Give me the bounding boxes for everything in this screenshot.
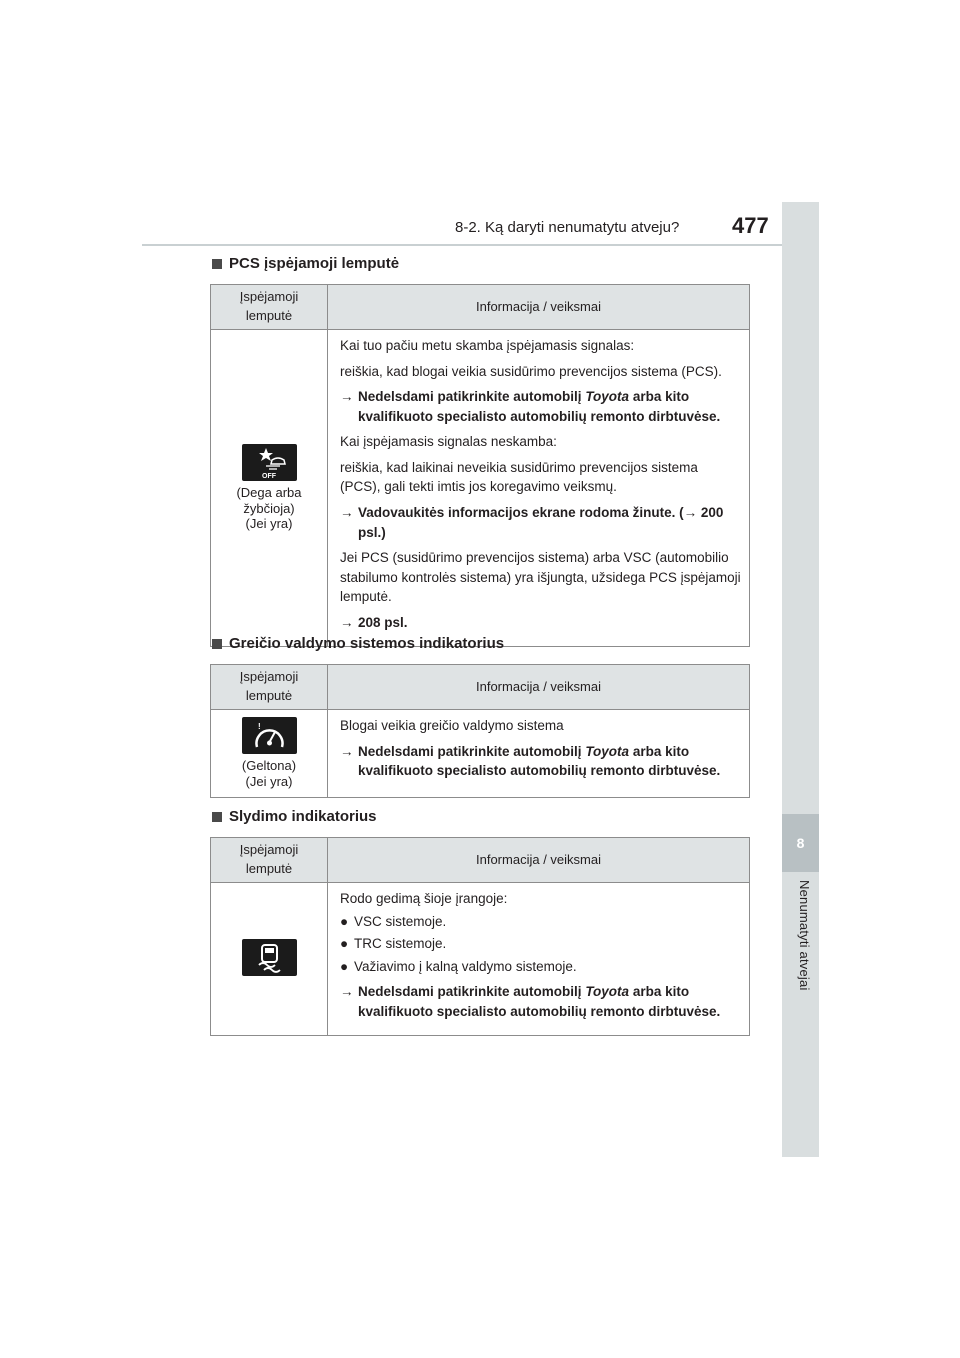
info-text: Jei PCS (susidūrimo prevencijos sistema) arba VSC (automobilio stabilumo kontrolės sistema) yra išjungta, užsidega PCS įspėjamoji lemputė. (340, 550, 741, 605)
lamp-column-header (211, 285, 328, 330)
info-text: Rodo gedimą šioje įrangoje: (340, 891, 508, 906)
lamp-caption-line1: (Geltona) (241, 758, 297, 774)
speed-heading (212, 635, 504, 652)
list-item (340, 934, 741, 954)
action-item (340, 613, 741, 633)
pcs-table (210, 284, 750, 647)
lamp-cell (211, 710, 328, 798)
table-row (211, 710, 750, 798)
action-text: Nedelsdami patikrinkite automobilį Toyota arba kito kvalifikuoto specialisto automobilių remonto dirbtuvėse. (358, 389, 721, 424)
info-text: Kai įspėjamasis signalas neskamba: (340, 434, 557, 450)
speed-heading-text: Greičio valdymo sistemos indikatorius (229, 635, 505, 652)
lamp-header-line2: lemputė (245, 308, 293, 323)
lamp-header-line2: lemputė (245, 688, 293, 703)
bullet-dot-icon: ● (340, 958, 349, 974)
lamp-column-header (211, 838, 328, 883)
square-bullet-icon (212, 259, 222, 269)
info-text: reiškia, kad blogai veikia susidūrimo prevencijos sistema (PCS). (340, 363, 722, 379)
section-title: 8-2. Ką daryti nenumatytu atveju? (455, 219, 680, 236)
info-cell (328, 710, 750, 798)
speedometer-warning-icon (242, 717, 297, 754)
pcs-heading-text: PCS įspėjamoji lemputė (229, 255, 400, 272)
lamp-caption-line3: (Jei yra) (245, 516, 293, 532)
arrow-icon: → (340, 743, 354, 759)
info-cell (328, 330, 750, 647)
svg-text:OFF: OFF (261, 473, 276, 481)
chapter-title: Nenumatyti atvejai (797, 880, 812, 991)
bullet-dot-icon: ● (340, 913, 349, 929)
action-item (340, 503, 741, 542)
action-item (340, 387, 741, 426)
arrow-icon: → (340, 984, 354, 1000)
svg-text:!: ! (257, 722, 261, 732)
action-item (340, 982, 741, 1021)
chapter-side-tab (782, 202, 819, 1157)
chapter-number: 8 (782, 814, 819, 872)
page-reference: 208 psl. (358, 614, 408, 630)
table-header-row (211, 285, 750, 330)
info-text: Blogai veikia greičio valdymo sistema (340, 718, 564, 733)
action-item (340, 742, 741, 781)
lamp-header-line2: lemputė (245, 861, 293, 876)
action-text: Nedelsdami patikrinkite automobilį Toyota arba kito kvalifikuoto specialisto automobilių remonto dirbtuvėse. (358, 984, 721, 1019)
table-row (211, 330, 750, 647)
pcs-off-icon (242, 444, 297, 481)
speed-table (210, 664, 750, 798)
info-column-header: Informacija / veiksmai (328, 285, 750, 330)
slip-indicator-icon (242, 939, 297, 976)
list-item (340, 912, 741, 932)
lamp-cell (211, 330, 328, 647)
list-item-text: VSC sistemoje. (354, 913, 447, 929)
slip-heading (212, 808, 377, 825)
pcs-heading (212, 255, 399, 272)
action-text: Nedelsdami patikrinkite automobilį Toyota arba kito kvalifikuoto specialisto automobilių remonto dirbtuvėse. (358, 743, 721, 779)
slip-heading-text: Slydimo indikatorius (229, 808, 377, 825)
bullet-dot-icon: ● (340, 936, 349, 952)
list-item (340, 957, 741, 977)
info-text: reiškia, kad laikinai neveikia susidūrimo prevencijos sistema (PCS), gali tekti imtis jos koregavimo veiksmų. (340, 459, 698, 495)
lamp-header-line1: Įspėjamoji (239, 842, 299, 858)
table-row (211, 883, 750, 1036)
header-divider (142, 244, 782, 246)
arrow-icon: → (340, 504, 354, 520)
lamp-header-line1: Įspėjamoji (239, 289, 299, 305)
lamp-cell (211, 883, 328, 1036)
slip-table (210, 837, 750, 1036)
lamp-caption-line1: (Dega arba (236, 485, 302, 501)
info-column-header: Informacija / veiksmai (328, 665, 750, 710)
lamp-column-header (211, 665, 328, 710)
list-item-text: TRC sistemoje. (354, 936, 447, 952)
info-column-header: Informacija / veiksmai (328, 838, 750, 883)
info-cell (328, 883, 750, 1036)
arrow-icon: → (340, 389, 354, 405)
list-item-text: Važiavimo į kalną valdymo sistemoje. (354, 958, 577, 974)
arrow-icon: → (340, 614, 354, 630)
info-text: Kai tuo pačiu metu skamba įspėjamasis signalas: (340, 338, 635, 353)
lamp-caption-line2: (Jei yra) (245, 774, 293, 789)
lamp-header-line1: Įspėjamoji (239, 669, 299, 685)
square-bullet-icon (212, 812, 222, 822)
action-text: Vadovaukitės informacijos ekrane rodoma žinute. (→ 200 psl.) (358, 504, 724, 540)
square-bullet-icon (212, 639, 222, 649)
page-number: 477 (732, 213, 769, 238)
lamp-caption-line2: žybčioja) (243, 500, 295, 516)
table-header-row (211, 838, 750, 883)
table-header-row (211, 665, 750, 710)
